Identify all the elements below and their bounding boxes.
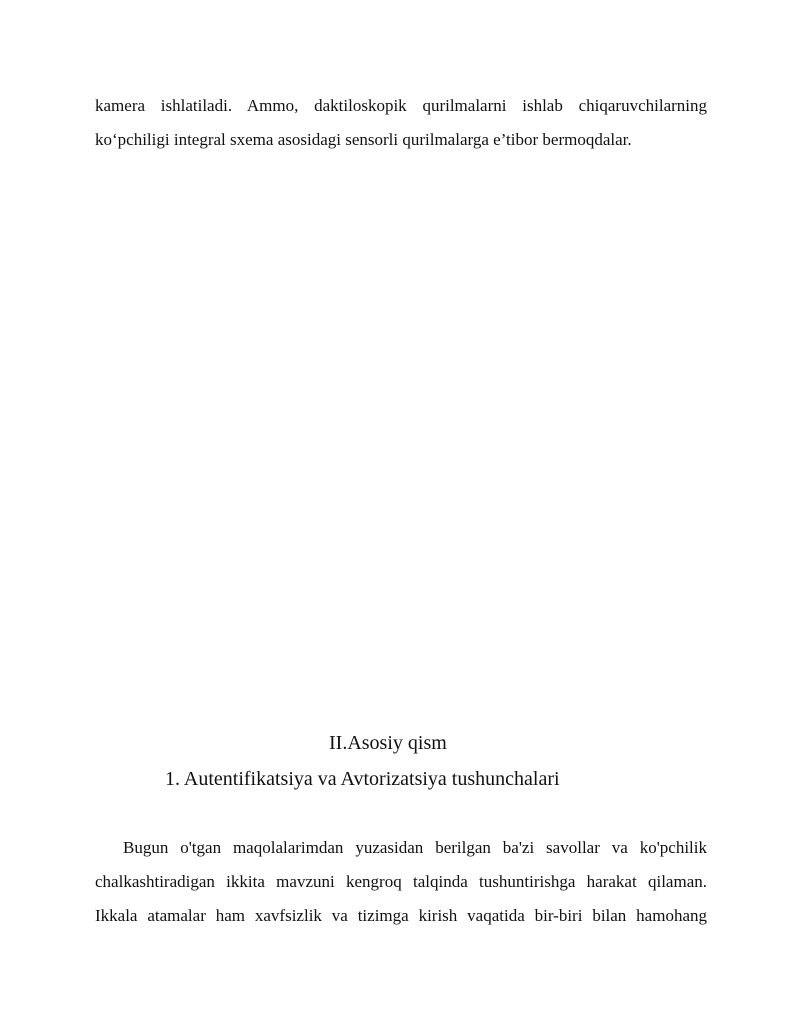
paragraph-line: Bugun o'tgan maqolalarimdan yuzasidan berilgan ba'zi savollar va ko'pchilik bbox=[123, 838, 707, 857]
intro-paragraph bbox=[95, 831, 707, 933]
paragraph-line: chalkashtiradigan ikkita mavzuni kengroq talqinda tushuntirishga harakat qilaman. bbox=[95, 872, 707, 891]
continued-paragraph bbox=[95, 89, 707, 157]
subsection-title: 1. Autentifikatsiya va Avtorizatsiya tushunchalari bbox=[165, 768, 560, 790]
paragraph-line: Ikkala atamalar ham xavfsizlik va tizimga kirish vaqatida bir-biri bilan hamohang bbox=[95, 906, 707, 925]
section-title: II.Asosiy qism bbox=[329, 732, 447, 754]
paragraph-line: kamera ishlatiladi. Ammo, daktiloskopik qurilmalarni ishlab chiqaruvchilarning bbox=[95, 96, 707, 115]
paragraph-line: ko‘pchiligi integral sxema asosidagi sensorli qurilmalarga e’tibor bermoqdalar. bbox=[95, 130, 632, 149]
